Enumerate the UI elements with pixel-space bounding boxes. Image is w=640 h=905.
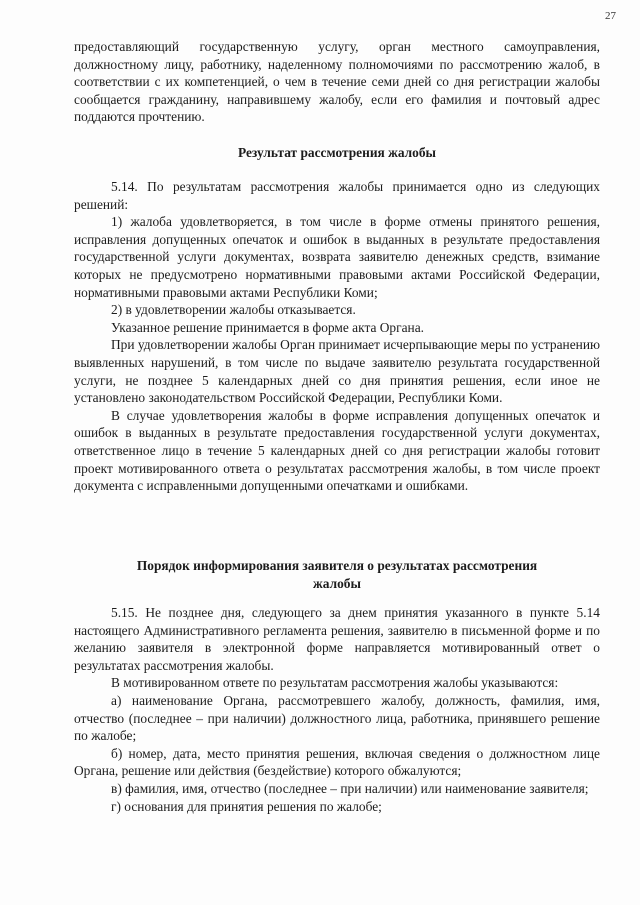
section-heading-result: Результат рассмотрения жалобы: [237, 145, 437, 160]
list-item-b: б) номер, дата, место принятия решения, включая сведения о должностном лице Органа, решение или действия (бездействие) которого обжалуются;: [74, 745, 600, 779]
section-heading-informing-line1: Порядок информирования заявителя о результатах рассмотрения: [136, 558, 538, 573]
paragraph-remedy-measures: При удовлетворении жалобы Орган принимает исчерпывающие меры по устранению выявленных нарушений, в том числе по выдаче заявителю результата государственной услуги, не позднее 5 календарных дней со дня принятия решения, если иное не установлено законодательством Российской Федерации, Республики Коми.: [74, 337, 600, 406]
paragraph-decision-form: Указанное решение принимается в форме акта Органа.: [111, 319, 425, 335]
paragraph-correction-case: В случае удовлетворения жалобы в форме исправления допущенных опечаток и ошибок в выданных в результате предоставления государственной услуги документах, ответственное лицо в течение 5 календарных дней со дня регистрации жалобы готовит проект мотивированного ответа о результатах рассмотрения жалобы, в том числе проект документа с исправленными допущенными опечатками и ошибками.: [74, 407, 600, 494]
list-item-decision-2: 2) в удовлетворении жалобы отказывается.: [111, 302, 356, 318]
section-heading-informing-line2: жалобы: [313, 575, 361, 591]
intro-block: [74, 38, 600, 126]
list-item-g: г) основания для принятия решения по жалобе;: [111, 798, 382, 814]
paragraph-5-15: 5.15. Не позднее дня, следующего за днем принятия указанного в пункте 5.14 настоящего Административного регламента решения, заявителю в письменной форме и по желанию заявителя в электронной форме направляется мотивированный ответ о результатах рассмотрения жалобы.: [74, 605, 600, 673]
paragraph-answer-contents: В мотивированном ответе по результатам рассмотрения жалобы указываются:: [111, 675, 559, 691]
page-number: 27: [605, 10, 616, 22]
intro-paragraph: предоставляющий государственную услугу, орган местного самоуправления, должностному лицу, работнику, наделенному полномочиями по рассмотрению жалоб, в соответствии с их компетенцией, о чем в течение семи дней со дня регистрации жалобы сообщается гражданину, направившему жалобу, если его фамилия и почтовый адрес поддаются прочтению.: [74, 39, 600, 125]
list-item-a: а) наименование Органа, рассмотревшего жалобу, должность, фамилия, имя, отчество (последнее – при наличии) должностного лица, работника, принявшего решение по жалобе;: [74, 692, 600, 744]
section-result-heading-block: [74, 144, 600, 162]
section-result-body: [74, 178, 600, 495]
list-item-v: в) фамилия, имя, отчество (последнее – при наличии) или наименование заявителя;: [111, 780, 589, 796]
paragraph-5-14: 5.14. По результатам рассмотрения жалобы принимается одно из следующих решений:: [74, 179, 600, 212]
section-informing-body: [74, 604, 600, 815]
section-informing-heading-block: [74, 557, 600, 592]
list-item-decision-1: 1) жалоба удовлетворяется, в том числе в форме отмены принятого решения, исправления допущенных опечаток и ошибок в выданных в результате предоставления государственной услуги документах, возврата заявителю денежных средств, взимание которых не предусмотрено нормативными правовыми актами Российской Федерации, нормативными правовыми актами Республики Коми;: [74, 214, 600, 300]
section-heading-informing: [74, 557, 600, 592]
